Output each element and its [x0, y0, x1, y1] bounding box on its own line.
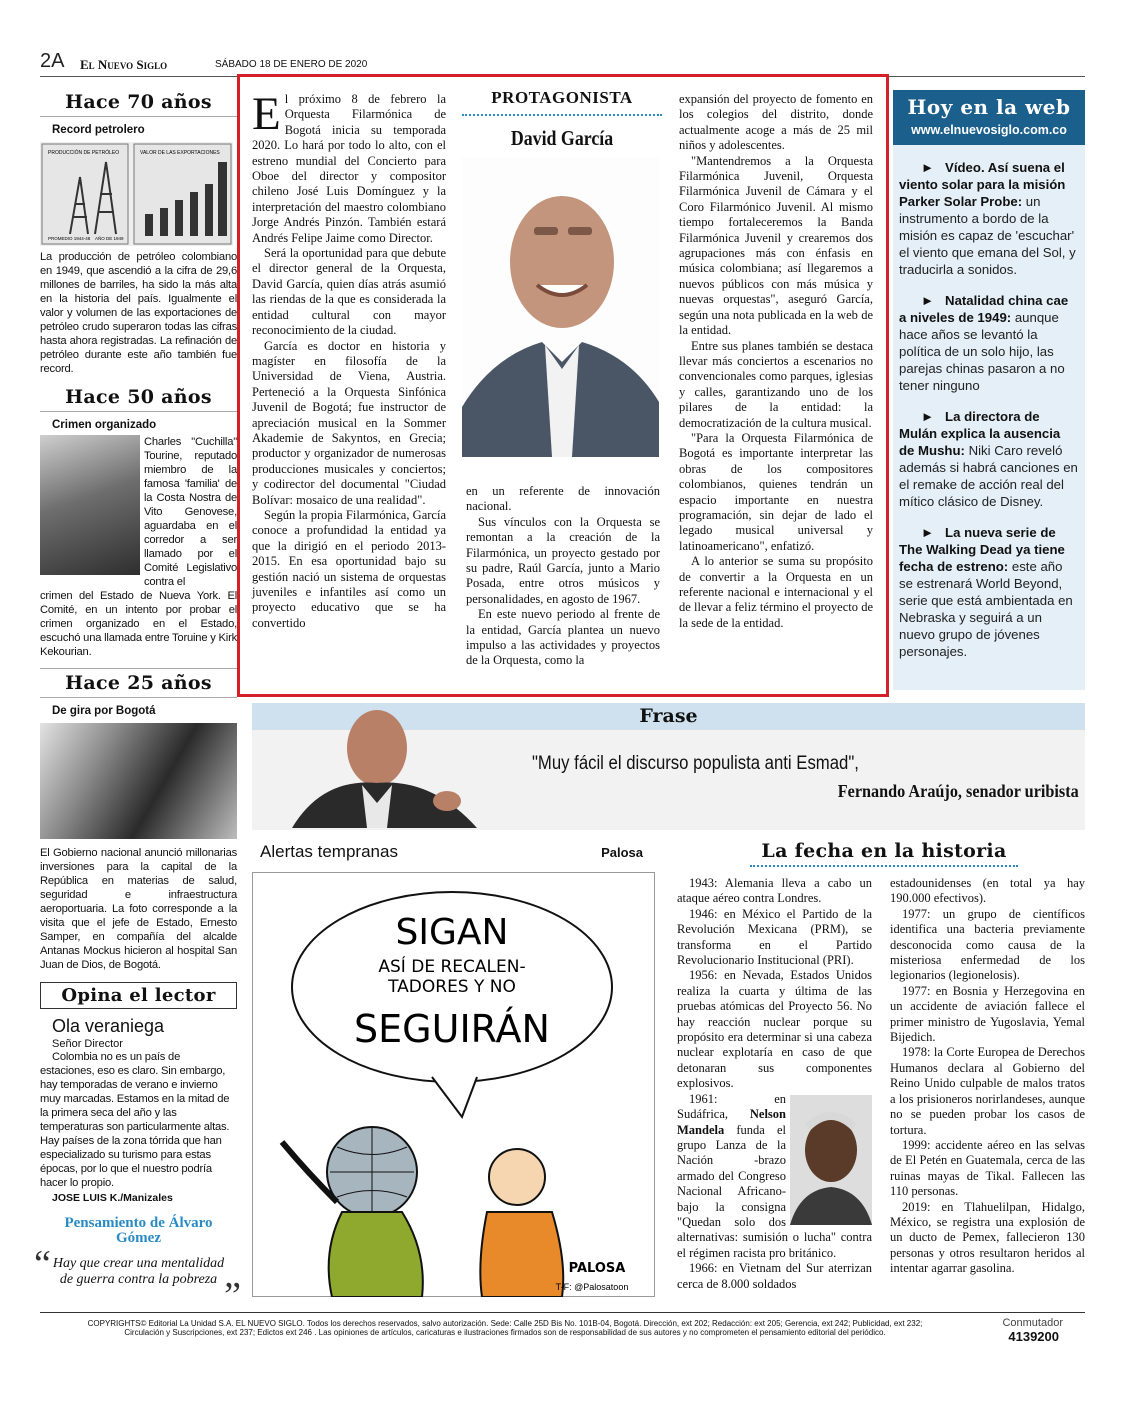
feature-lead — [252, 88, 446, 246]
web-item-1-bold: Vídeo. Así suena el viento solar para la misión Parker Solar Probe: — [899, 160, 1066, 209]
hace-50-section — [40, 384, 237, 659]
historia-title: La fecha en la historia — [761, 840, 1007, 862]
web-item-3-text: Niki Caro reveló además si habrá canciones en el remake de acción real del mítico clásico de Disney. — [899, 443, 1078, 509]
pensamiento-title: Pensamiento de Álvaro Gómez — [64, 1215, 213, 1246]
historia-1946: 1946: en México el Partido de la Revolución Mexicana (PRM), se transforma en el Partido Revolucionario Institucional (PRI). — [677, 906, 872, 968]
feature-para-1: l próximo 8 de febrero la Orquesta Filarmónica de Bogotá inicia su temporada 2020. Lo hará por todo lo alto, con el estreno mundial del Concierto para Oboe del director y compositor chileno José Luis Domínguez y la interpretación del maestro colombiano Jorge Andrés Pinzón. También estará Andrés Felipe Jaime como Director. — [252, 92, 446, 245]
web-url[interactable]: www.elnuevosiglo.com.co — [893, 121, 1085, 145]
web-panel — [893, 90, 1085, 690]
pensamiento-quote: Hay que crear una mentalidad de guerra contra la pobreza — [52, 1256, 225, 1287]
feature-col2-para-2: Sus vínculos con la Orquesta se remontan a la creación de la Filarmónica, un proyecto gestado por su padre, Raúl García, junto a Mario Posada, entre otros músicos y personalidades, en agosto de 1967. — [466, 514, 660, 606]
conmutador-label: Conmutador — [1002, 1317, 1063, 1329]
chart-label-average: PROMEDIO 1944-48 — [48, 236, 91, 241]
issue-date: SÁBADO 18 DE ENERO DE 2020 — [215, 59, 368, 70]
hace-70-title: Hace 70 años — [40, 85, 237, 117]
historia-col2-1: 1977: un grupo de científicos identifica una bacteria previamente desconocida como causa de la misteriosa enfermedad de los legionarios (legionelosis). — [890, 906, 1085, 983]
historia-col2-2: 1977: en Bosnia y Herzegovina en un accidente de aviación fallece el primer ministro de Yugoslavia, Yemal Bijedich. — [890, 983, 1085, 1045]
paper-name: El Nuevo Siglo — [80, 57, 168, 72]
fernando-araujo-photo — [262, 703, 492, 828]
feature-col3-para-1: expansión del proyecto de fomento en los colegios del distrito, donde actualmente acoge a más de 25 mil niños y adolescentes. — [679, 92, 873, 153]
hace-25-section — [40, 668, 237, 972]
historia-title-wrap — [750, 838, 1018, 867]
footer-line-1: COPYRIGHTS© Editorial La Unidad S.A. EL NUEVO SIGLO. Todos los derechos reservados, salvo autorización. Sede: Calle 25D Bis No. 101B-04, Bogotá. Dirección, ext 202; Redacción: ext 205; Gerencia, ext 242; Publicidad, ext 232; — [87, 1319, 923, 1328]
hace-70-section — [40, 85, 237, 376]
hace-70-text: La producción de petróleo colombiano en 1949, que ascendió a la cifra de 29,6 millones de barriles, ha sido la más alta en la historia del país. Igualmente el valor y volumen de las exportaciones de petróleo crudo superaron todas las cifras hasta ahora registradas. La refinación de petróleo durante este año también fue record. — [40, 251, 237, 375]
play-icon: ► — [921, 409, 946, 424]
hace-70-subtitle: Record petrolero — [52, 124, 145, 136]
opina-section — [40, 982, 237, 1204]
play-icon: ► — [921, 525, 946, 540]
web-item-2-bold: Natalidad china cae a niveles de 1949: — [899, 293, 1069, 325]
drop-cap: E — [252, 88, 281, 140]
historia-1961-a: 1961: en Sudáfrica, — [677, 1091, 786, 1122]
frase-quote: "Muy fácil el discurso populista anti Esmad", — [532, 753, 859, 774]
web-item-3-bold: La directora de Mulán explica la ausencia de Mushu: — [899, 409, 1061, 458]
cartoon-title: Alertas tempranas — [260, 842, 398, 861]
historia-1956: 1956: en Nevada, Estados Unidos realiza la cuarta y última de las pruebas atómicas del Proyecto 56. No hay reacción nuclear porque su propósito era determinar si una cabeza nuclear explotaría en caso de que detonaran sus componentes explosivos. — [677, 968, 872, 1091]
hace-50-text-b: crimen del Estado de Nueva York. El Comité, en un intento por probar el crimen organizado en el Estado, escuchó una llamada entre Toruine y Kirk Kekourian. — [40, 590, 238, 658]
nelson-mandela-photo — [790, 1095, 872, 1225]
play-icon: ► — [921, 293, 946, 308]
historia-col2-4: 1999: accidente aéreo en las selvas de El Petén en Guatemala, cerca de las ruinas mayas de Tikal. Fallecen las 110 personas. — [890, 1137, 1085, 1199]
historia-1966: 1966: en Vietnam del Sur aterrizan cerca de 8.000 soldados — [677, 1261, 872, 1291]
play-icon: ► — [921, 160, 946, 175]
protagonist-name: David García — [510, 126, 614, 150]
web-item-4[interactable] — [899, 524, 1079, 660]
opina-text: Colombia no es un país de estaciones, eso es claro. Sin embargo, hay temporadas de verano e invierno muy marcadas. Estamos en la mitad de la primera seca del año y las temperaturas son particularmente altas. Hay países de la zona tórrida que han especializado su turismo para estas épocas, por lo que el nuestro podría hacer lo propio. — [40, 1051, 230, 1189]
web-item-4-bold: La nueva serie de The Walking Dead ya tiene fecha de estreno: — [899, 525, 1065, 574]
web-item-4-text: este año se estrenará World Beyond, serie que está ambientada en Nebraska y seguirá a un nuevo grupo de jóvenes personajes. — [899, 559, 1073, 659]
historia-col-2 — [890, 876, 1085, 1277]
hace-50-photo — [40, 435, 140, 575]
page-number: 2A — [40, 50, 65, 72]
conmutador-number: 4139200 — [1008, 1329, 1059, 1344]
historia-col-1 — [677, 876, 872, 1292]
hace-25-text: El Gobierno nacional anunció millonarias inversiones para la capital de la República en materias de salud, seguridad e infraestructura aeroportuaria. La foto corresponde a la visita que el jefe de Estado, Ernesto Samper, en compañía del alcalde Antanas Mockus hicieron al hospital San Juan de Dios, de Bogotá. — [40, 847, 237, 971]
feature-para-3: García es doctor en historia y magíster en filosofía de la Universidad de Viena, Austria. Perteneció a la Orquesta Sinfónica Juvenil de Bogotá; fue instructor de apreciación musical en la Sommer Akademie de Sakyntos, en Grecia; productor y organizador de numerosas producciones musicales y conciertos; y codirector del documental "Ciudad Bolívar: mosaico de una realidad". — [252, 338, 446, 507]
web-title: Hoy en la web — [893, 90, 1085, 121]
speech-line-3: TADORES Y NO — [388, 977, 516, 997]
footer — [40, 1312, 1085, 1344]
historia-col2-0: estadounidenses (en total ya hay 190.000 efectivos). — [890, 876, 1085, 906]
close-quote-mark: ” — [224, 1275, 241, 1317]
hace-25-subtitle: De gira por Bogotá — [52, 705, 156, 717]
chart-label-exports: VALOR DE LAS EXPORTACIONES — [140, 150, 220, 156]
feature-para-2: Será la oportunidad para que debute el director general de la Orquesta, David García, quien días atrás asumió las riendas de la que es considerada la entidad cultural con mayor reconocimiento de la ciudad. — [252, 246, 446, 338]
opina-title: Opina el lector — [40, 982, 237, 1009]
cartoon-artist: Palosa — [601, 845, 643, 860]
web-item-1[interactable] — [899, 159, 1079, 278]
frase-author: Fernando Araújo, senador uribista — [838, 781, 1079, 801]
cartoon-section — [252, 838, 655, 1298]
hace-25-photo — [40, 723, 237, 839]
web-item-2[interactable] — [899, 292, 1079, 394]
hace-25-title: Hace 25 años — [40, 668, 237, 698]
david-garcia-photo — [462, 157, 659, 457]
web-item-2-text: aunque hace años se levantó la política de un solo hijo, las parejas chinas pasaron a no tener ninguno — [899, 310, 1065, 393]
web-item-3[interactable] — [899, 408, 1079, 510]
cartoon-signature: PALOSA — [568, 1261, 626, 1276]
historia-1961-b: funda el grupo Lanza de la Nación -brazo armado del Congreso Nacional Africano- bajo la consigna "Quedan solo dos alternativas: sumisión o lucha" contra el régimen racista pro británico. — [677, 1122, 872, 1260]
hace-50-title: Hace 50 años — [40, 384, 237, 412]
oil-production-chart — [40, 142, 233, 246]
protagonista-label: PROTAGONISTA — [462, 88, 662, 116]
protagonista-panel — [462, 88, 662, 457]
chart-label-year: AÑO DE 1949 — [95, 236, 124, 241]
frase-section — [252, 703, 1085, 830]
historia-col2-5: 2019: en Tlahuelilpan, Hidalgo, México, se registra una explosión de un ducto de Pemex, fallecieron 130 personas y otros resultaron heridos al intentar agarrar gasolina. — [890, 1199, 1085, 1276]
opina-author: JOSE LUIS K./Manizales — [52, 1192, 173, 1204]
feature-col2-para-1: en un referente de innovación nacional. — [466, 484, 660, 514]
feature-col2-para-3: En este nuevo periodo al frente de la entidad, García plantea un nuevo impulso a las actividades y proyectos de la Orquesta, como la — [466, 607, 660, 668]
masthead — [40, 50, 1085, 77]
feature-col-3 — [679, 92, 873, 631]
feature-col3-para-2: "Mantendremos a la Orquesta Filarmónica Juvenil, Orquesta Filarmónica Juvenil de Cámara y el Coro Filarmónico Juvenil. Al mismo tiempo fortaleceremos la Banda Filarmónica Juvenil y crearemos dos agrupaciones más con énfasis en música colombiana; así llegaremos a nuevos públicos con más música y nuevas orquestas", aseguró García, según una nota publicada en la web de la entidad. — [679, 153, 873, 338]
speech-line-2: ASÍ DE RECALEN- — [378, 957, 526, 977]
feature-para-4: Según la propia Filarmónica, García conoce a profundidad la entidad ya que la dirigió en el periodo 2013-2015. En esa oportunidad bajo su gestión nació un sistema de orquestas juveniles e infantiles así como un proyecto educativo que se ha convertido — [252, 507, 446, 630]
speech-line-1: SIGAN — [395, 912, 509, 953]
pensamiento-section — [34, 1215, 241, 1317]
historia-1961-name: Nelson Mandela — [677, 1107, 786, 1137]
left-column — [34, 85, 241, 1317]
feature-col-1 — [252, 88, 446, 631]
feature-col3-para-3: Entre sus planes también se destaca llevar más conciertos a escenarios no convencionales como parques, iglesias y calles, garantizando uno de los pilares de la entidad: la democratización de la cultura musical. — [679, 338, 873, 430]
historia-1943: 1943: Alemania lleva a cabo un ataque aéreo contra Londres. — [677, 876, 872, 906]
web-item-1-text: un instrumento a bordo de la misión es capaz de 'escuchar' el viento que emana del Sol, y traducirla a sonidos. — [899, 194, 1076, 277]
feature-col-2 — [466, 484, 660, 669]
opina-headline: Ola veraniega — [52, 1016, 165, 1036]
speech-line-4: SEGUIRÁN — [354, 1007, 550, 1051]
footer-line-2: Circulación y Suscripciones, ext 237; Edictos ext 246 . Las opiniones de artículos, caricaturas e ilustraciones firmados son de responsabilidad de sus autores y no comprometen el pensamiento editorial del periódico. — [124, 1328, 886, 1337]
hace-50-text-a: Charles "Cuchilla" Tourine, reputado miembro de la famosa 'familia' de la Costa Nostra de Vito Genovese, aguardaba en el corredor a ser llamado por el Comité Legislativo contra el — [144, 436, 237, 588]
frase-title: Frase — [252, 703, 1085, 730]
historia-col2-3: 1978: la Corte Europea de Derechos Humanos declara al Gobierno del Reino Unido culpable de malos tratos a los prisioneros norirlandeses, aunque no se pueden probar los casos de tortura. — [890, 1045, 1085, 1137]
feature-col3-para-4: "Para la Orquesta Filarmónica de Bogotá es importante interpretar las obras de los compositores colombianos, quienes tendrán un espacio importante en nuestra programación, sin dejar de lado el legado musical universal y latinoamericano", enfatizó. — [679, 430, 873, 553]
open-quote-mark: “ — [34, 1243, 51, 1285]
opina-salutation: Señor Director — [52, 1038, 123, 1050]
feature-col3-para-5: A lo anterior se suma su propósito de convertir a la Orquesta en un referente nacional e internacional y el de llevar a feliz término el proyecto de la sede de la entidad. — [679, 554, 873, 630]
hace-50-subtitle: Crimen organizado — [52, 419, 157, 431]
cartoon-drawing — [252, 872, 655, 1297]
cartoon-credit: T-F: @Palosatoon — [555, 1282, 629, 1292]
chart-label-production: PRODUCCIÓN DE PETRÓLEO — [48, 150, 120, 156]
